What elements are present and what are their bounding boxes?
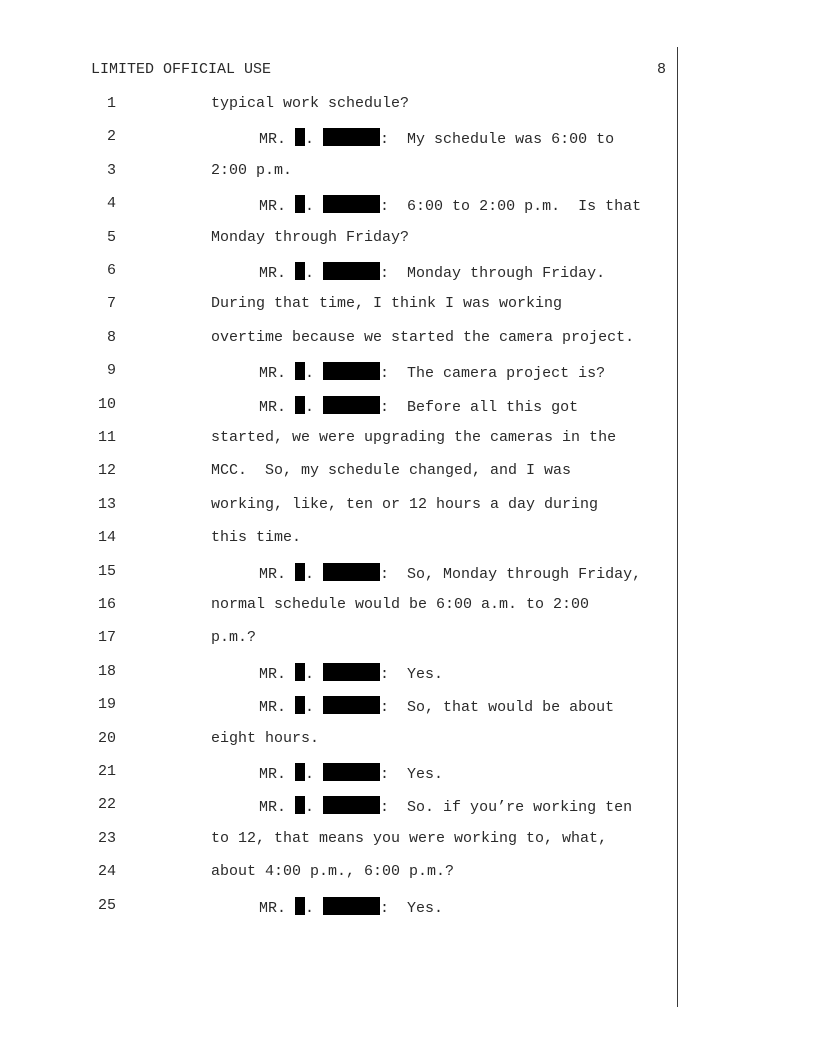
line-number: 21 bbox=[97, 763, 116, 780]
page-number: 8 bbox=[656, 61, 666, 78]
redaction-surname bbox=[323, 195, 380, 213]
redaction-surname bbox=[323, 897, 380, 915]
line-text bbox=[211, 95, 409, 112]
spoken-text: During that time, I think I was working bbox=[211, 295, 563, 313]
line-number: 10 bbox=[97, 395, 116, 413]
transcript-line bbox=[0, 897, 816, 917]
line-number: 12 bbox=[97, 462, 116, 480]
transcript-line bbox=[0, 496, 816, 516]
transcript-line bbox=[0, 128, 816, 148]
line-number: 11 bbox=[97, 429, 116, 446]
spoken-text: eight hours. bbox=[211, 729, 320, 747]
line-text bbox=[211, 329, 634, 346]
spoken-text: : Yes. bbox=[380, 899, 444, 917]
transcript-line bbox=[0, 195, 816, 215]
redaction-surname bbox=[323, 796, 380, 814]
spoken-text: : Monday through Friday. bbox=[380, 265, 606, 282]
redaction-surname bbox=[323, 663, 380, 681]
redaction-surname bbox=[323, 696, 380, 714]
line-text bbox=[211, 629, 256, 646]
speaker-title: MR. bbox=[259, 799, 287, 817]
spoken-text: : Yes. bbox=[380, 766, 444, 783]
redaction-surname bbox=[323, 396, 380, 414]
transcript-line bbox=[0, 429, 816, 449]
line-number: 6 bbox=[106, 262, 116, 279]
transcript-line bbox=[0, 162, 816, 182]
line-number: 13 bbox=[97, 495, 116, 513]
spoken-text: : So, that would be about bbox=[380, 699, 615, 717]
transcript-line bbox=[0, 229, 816, 249]
spoken-text: : Yes. bbox=[380, 665, 444, 683]
transcript-line bbox=[0, 863, 816, 883]
redaction-initial bbox=[295, 897, 305, 915]
transcript-line bbox=[0, 663, 816, 683]
transcript-line bbox=[0, 763, 816, 783]
spoken-text: MCC. So, my schedule changed, and I was bbox=[211, 462, 572, 480]
spoken-text: about 4:00 p.m., 6:00 p.m.? bbox=[211, 863, 455, 881]
redaction-surname bbox=[323, 362, 380, 380]
speaker-title: MR. bbox=[259, 699, 287, 717]
spoken-text: : 6:00 to 2:00 p.m. Is that bbox=[380, 198, 642, 216]
spoken-text: working, like, ten or 12 hours a day during bbox=[211, 495, 599, 513]
speaker-line: MR. . : 6:00 to 2:00 p.m. Is that bbox=[259, 195, 641, 215]
line-number: 14 bbox=[97, 529, 116, 547]
spoken-text: p.m.? bbox=[211, 629, 257, 647]
line-text bbox=[211, 162, 292, 179]
speaker-title: MR. bbox=[259, 766, 287, 783]
redaction-surname bbox=[323, 128, 380, 146]
redaction-initial bbox=[295, 663, 305, 681]
redaction-surname bbox=[323, 262, 380, 280]
spoken-text: : So. if you’re working ten bbox=[380, 799, 633, 817]
redaction-initial bbox=[295, 796, 305, 814]
redaction-surname bbox=[323, 763, 380, 781]
speaker-title: MR. bbox=[259, 365, 287, 383]
spoken-text: : The camera project is? bbox=[380, 365, 606, 383]
spoken-text: this time. bbox=[211, 529, 302, 547]
redaction-initial bbox=[295, 128, 305, 146]
transcript-line bbox=[0, 362, 816, 382]
line-text bbox=[211, 462, 571, 479]
line-number: 15 bbox=[97, 562, 116, 580]
line-number: 7 bbox=[106, 295, 116, 313]
line-number: 3 bbox=[106, 161, 116, 179]
line-number: 22 bbox=[97, 796, 116, 814]
line-number: 5 bbox=[106, 228, 116, 246]
transcript-line bbox=[0, 462, 816, 482]
speaker-title: MR. bbox=[259, 565, 287, 583]
transcript-line bbox=[0, 396, 816, 416]
line-number: 8 bbox=[106, 328, 116, 346]
redaction-initial bbox=[295, 563, 305, 581]
transcript-line bbox=[0, 329, 816, 349]
spoken-text: : Before all this got bbox=[380, 398, 579, 416]
transcript-line bbox=[0, 95, 816, 115]
line-text bbox=[211, 229, 409, 246]
line-number: 9 bbox=[106, 362, 116, 380]
speaker-line: MR. . : Before all this got bbox=[259, 396, 578, 416]
line-text bbox=[211, 863, 454, 880]
line-number: 24 bbox=[97, 863, 116, 881]
spoken-text: : My schedule was 6:00 to bbox=[380, 131, 615, 149]
line-number: 1 bbox=[106, 95, 116, 112]
transcript-line bbox=[0, 796, 816, 816]
transcript-line bbox=[0, 563, 816, 583]
transcript-line bbox=[0, 529, 816, 549]
spoken-text: typical work schedule? bbox=[211, 95, 410, 112]
line-number: 18 bbox=[97, 662, 116, 680]
transcript-line bbox=[0, 629, 816, 649]
redaction-initial bbox=[295, 262, 305, 280]
line-number: 19 bbox=[97, 696, 116, 714]
redaction-initial bbox=[295, 696, 305, 714]
spoken-text: Monday through Friday? bbox=[211, 228, 410, 246]
speaker-title: MR. bbox=[259, 398, 287, 416]
spoken-text: normal schedule would be 6:00 a.m. to 2:00 bbox=[211, 596, 590, 613]
line-number: 16 bbox=[97, 596, 116, 613]
speaker-line: MR. . : So. if you’re working ten bbox=[259, 796, 632, 816]
speaker-title: MR. bbox=[259, 198, 287, 216]
speaker-title: MR. bbox=[259, 131, 287, 149]
speaker-line: MR. . : Yes. bbox=[259, 763, 443, 783]
speaker-line: MR. . : Yes. bbox=[259, 663, 443, 683]
line-number: 4 bbox=[106, 195, 116, 213]
line-text bbox=[211, 730, 319, 747]
speaker-line: MR. . : The camera project is? bbox=[259, 362, 605, 382]
spoken-text: overtime because we started the camera project. bbox=[211, 328, 635, 346]
transcript-line bbox=[0, 295, 816, 315]
redaction-initial bbox=[295, 763, 305, 781]
speaker-line: MR. . : Monday through Friday. bbox=[259, 262, 605, 282]
transcript-line bbox=[0, 830, 816, 850]
redaction-initial bbox=[295, 396, 305, 414]
line-number: 2 bbox=[106, 128, 116, 146]
redaction-surname bbox=[323, 563, 380, 581]
speaker-title: MR. bbox=[259, 899, 287, 917]
line-number: 23 bbox=[97, 829, 116, 847]
line-number: 25 bbox=[97, 896, 116, 914]
line-text bbox=[211, 596, 589, 613]
speaker-line: MR. . : My schedule was 6:00 to bbox=[259, 128, 614, 148]
line-text bbox=[211, 830, 607, 847]
speaker-title: MR. bbox=[259, 265, 287, 282]
line-number: 17 bbox=[97, 629, 116, 647]
classification-header: LIMITED OFFICIAL USE bbox=[91, 61, 272, 78]
line-text bbox=[211, 529, 301, 546]
transcript-line bbox=[0, 696, 816, 716]
speaker-title: MR. bbox=[259, 665, 287, 683]
speaker-line: MR. . : So, Monday through Friday, bbox=[259, 563, 641, 583]
spoken-text: : So, Monday through Friday, bbox=[380, 565, 642, 583]
transcript-line bbox=[0, 730, 816, 750]
spoken-text: started, we were upgrading the cameras in the bbox=[211, 429, 617, 446]
line-text bbox=[211, 496, 598, 513]
transcript-line bbox=[0, 596, 816, 616]
line-text bbox=[211, 295, 562, 312]
speaker-line: MR. . : So, that would be about bbox=[259, 696, 614, 716]
line-number: 20 bbox=[97, 729, 116, 747]
spoken-text: to 12, that means you were working to, what, bbox=[211, 829, 608, 847]
redaction-initial bbox=[295, 195, 305, 213]
line-text bbox=[211, 429, 616, 446]
redaction-initial bbox=[295, 362, 305, 380]
speaker-line: MR. . : Yes. bbox=[259, 897, 443, 917]
spoken-text: 2:00 p.m. bbox=[211, 161, 293, 179]
transcript-line bbox=[0, 262, 816, 282]
